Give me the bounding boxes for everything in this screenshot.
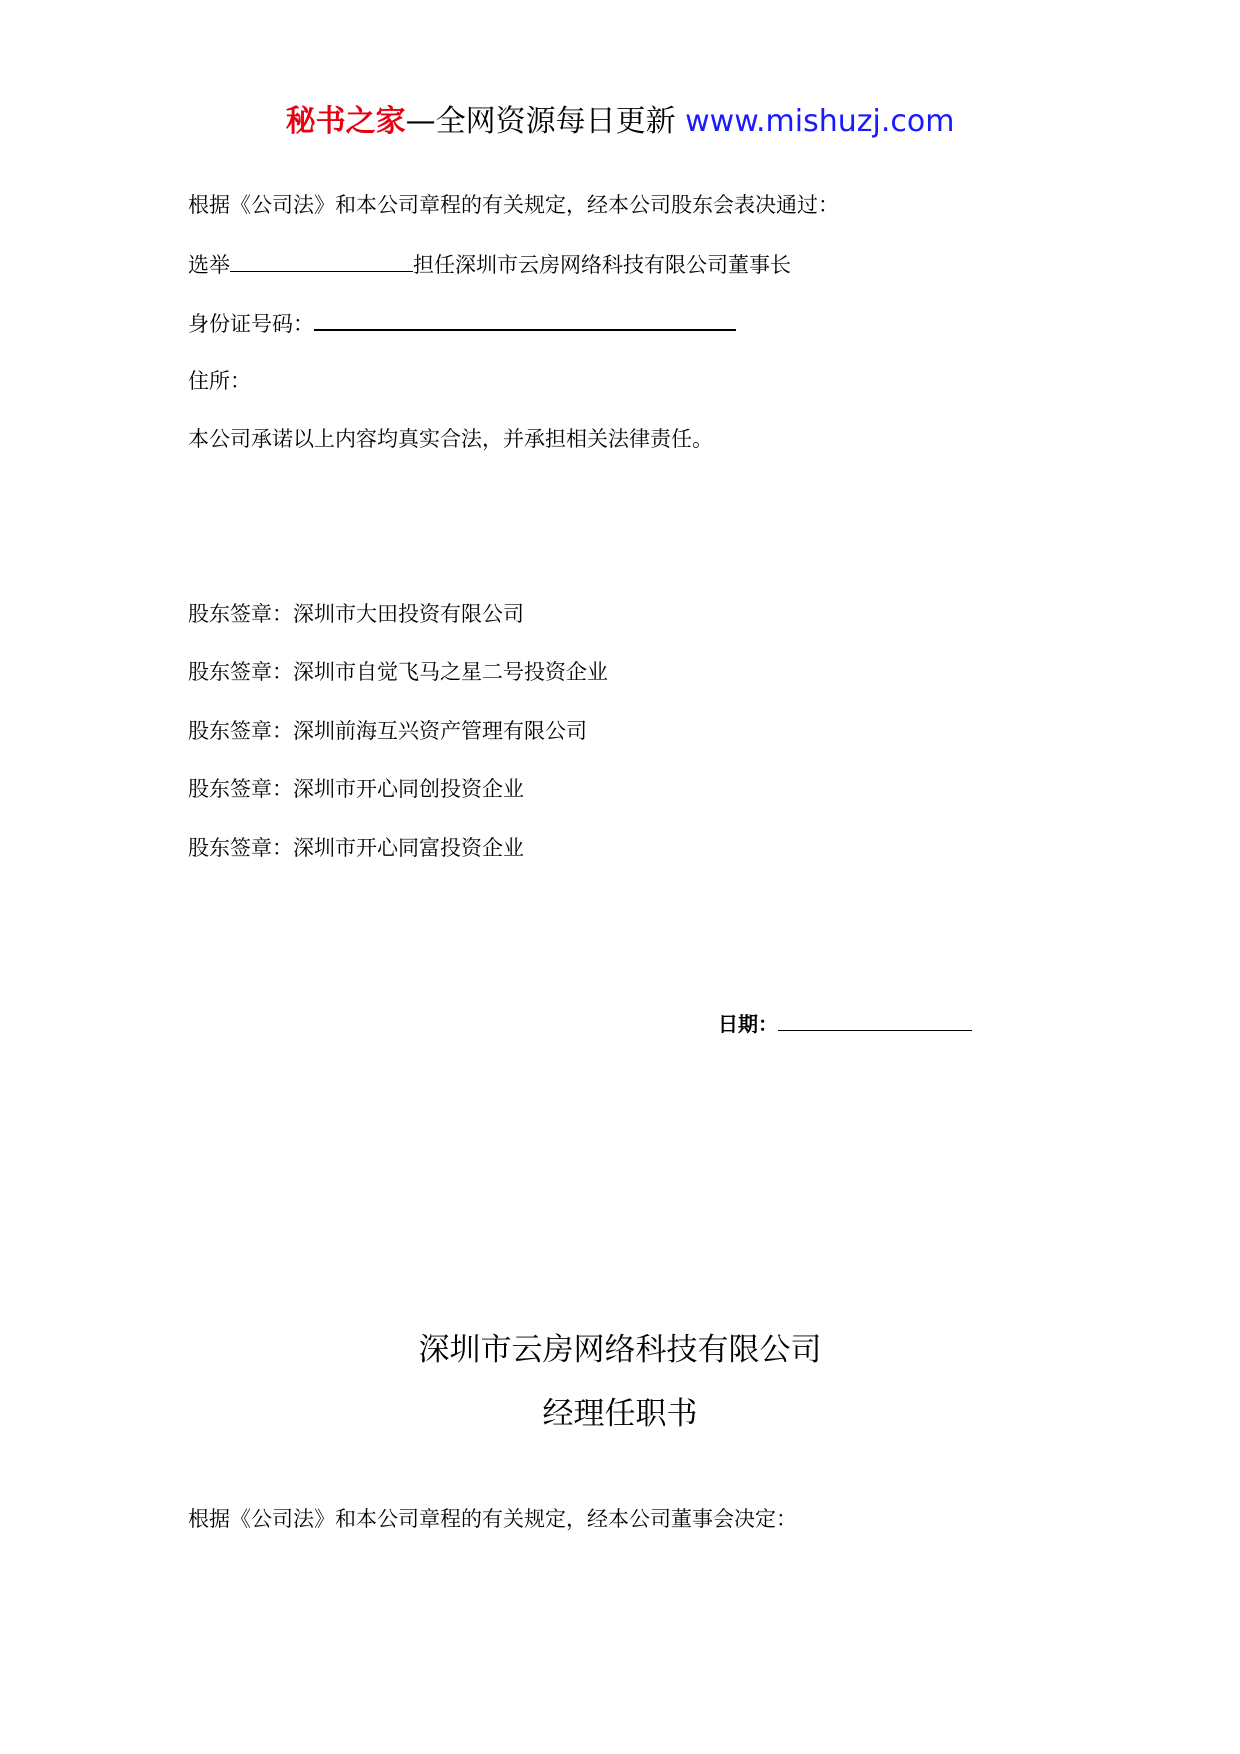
id-number-label: 身份证号码： (188, 312, 314, 336)
commitment-statement: 本公司承诺以上内容均真实合法，并承担相关法律责任。 (188, 427, 713, 451)
id-number-line (188, 307, 736, 339)
signature-label: 股东签章： (188, 602, 293, 626)
document-title: 经理任职书 (542, 1396, 698, 1432)
shareholder-name: 深圳市大田投资有限公司 (293, 602, 524, 626)
resolution-intro: 根据《公司法》和本公司章程的有关规定，经本公司股东会表决通过： (188, 193, 839, 217)
signature-label: 股东签章： (188, 719, 293, 743)
shareholder-signature (188, 657, 608, 687)
appointment-intro: 根据《公司法》和本公司章程的有关规定，经本公司董事会决定： (188, 1507, 797, 1531)
elect-suffix: 担任深圳市云房网络科技有限公司董事长 (413, 253, 791, 277)
site-url-link[interactable]: www.mishuzj.com (685, 104, 955, 139)
shareholder-name: 深圳市开心同富投资企业 (293, 836, 524, 860)
address-label: 住所： (188, 369, 251, 393)
site-header (0, 102, 1240, 142)
shareholder-name: 深圳市自觉飞马之星二号投资企业 (293, 660, 608, 684)
date-blank[interactable] (778, 1008, 972, 1031)
header-slogan: —全网资源每日更新 (405, 104, 676, 139)
elect-line (188, 249, 791, 280)
date-label: 日期： (718, 1012, 778, 1036)
brand-name: 秘书之家 (285, 104, 406, 139)
shareholder-signature (188, 833, 524, 863)
company-title: 深圳市云房网络科技有限公司 (418, 1332, 822, 1368)
shareholder-name: 深圳前海互兴资产管理有限公司 (293, 719, 587, 743)
signature-label: 股东签章： (188, 660, 293, 684)
elect-prefix: 选举 (188, 253, 230, 277)
shareholder-name: 深圳市开心同创投资企业 (293, 777, 524, 801)
chairman-name-blank[interactable] (230, 249, 413, 272)
id-number-blank[interactable] (314, 307, 736, 331)
shareholder-signature (188, 599, 524, 629)
shareholder-signature (188, 716, 587, 746)
signature-label: 股东签章： (188, 836, 293, 860)
shareholder-signature (188, 774, 524, 804)
date-line (718, 1008, 972, 1039)
signature-label: 股东签章： (188, 777, 293, 801)
